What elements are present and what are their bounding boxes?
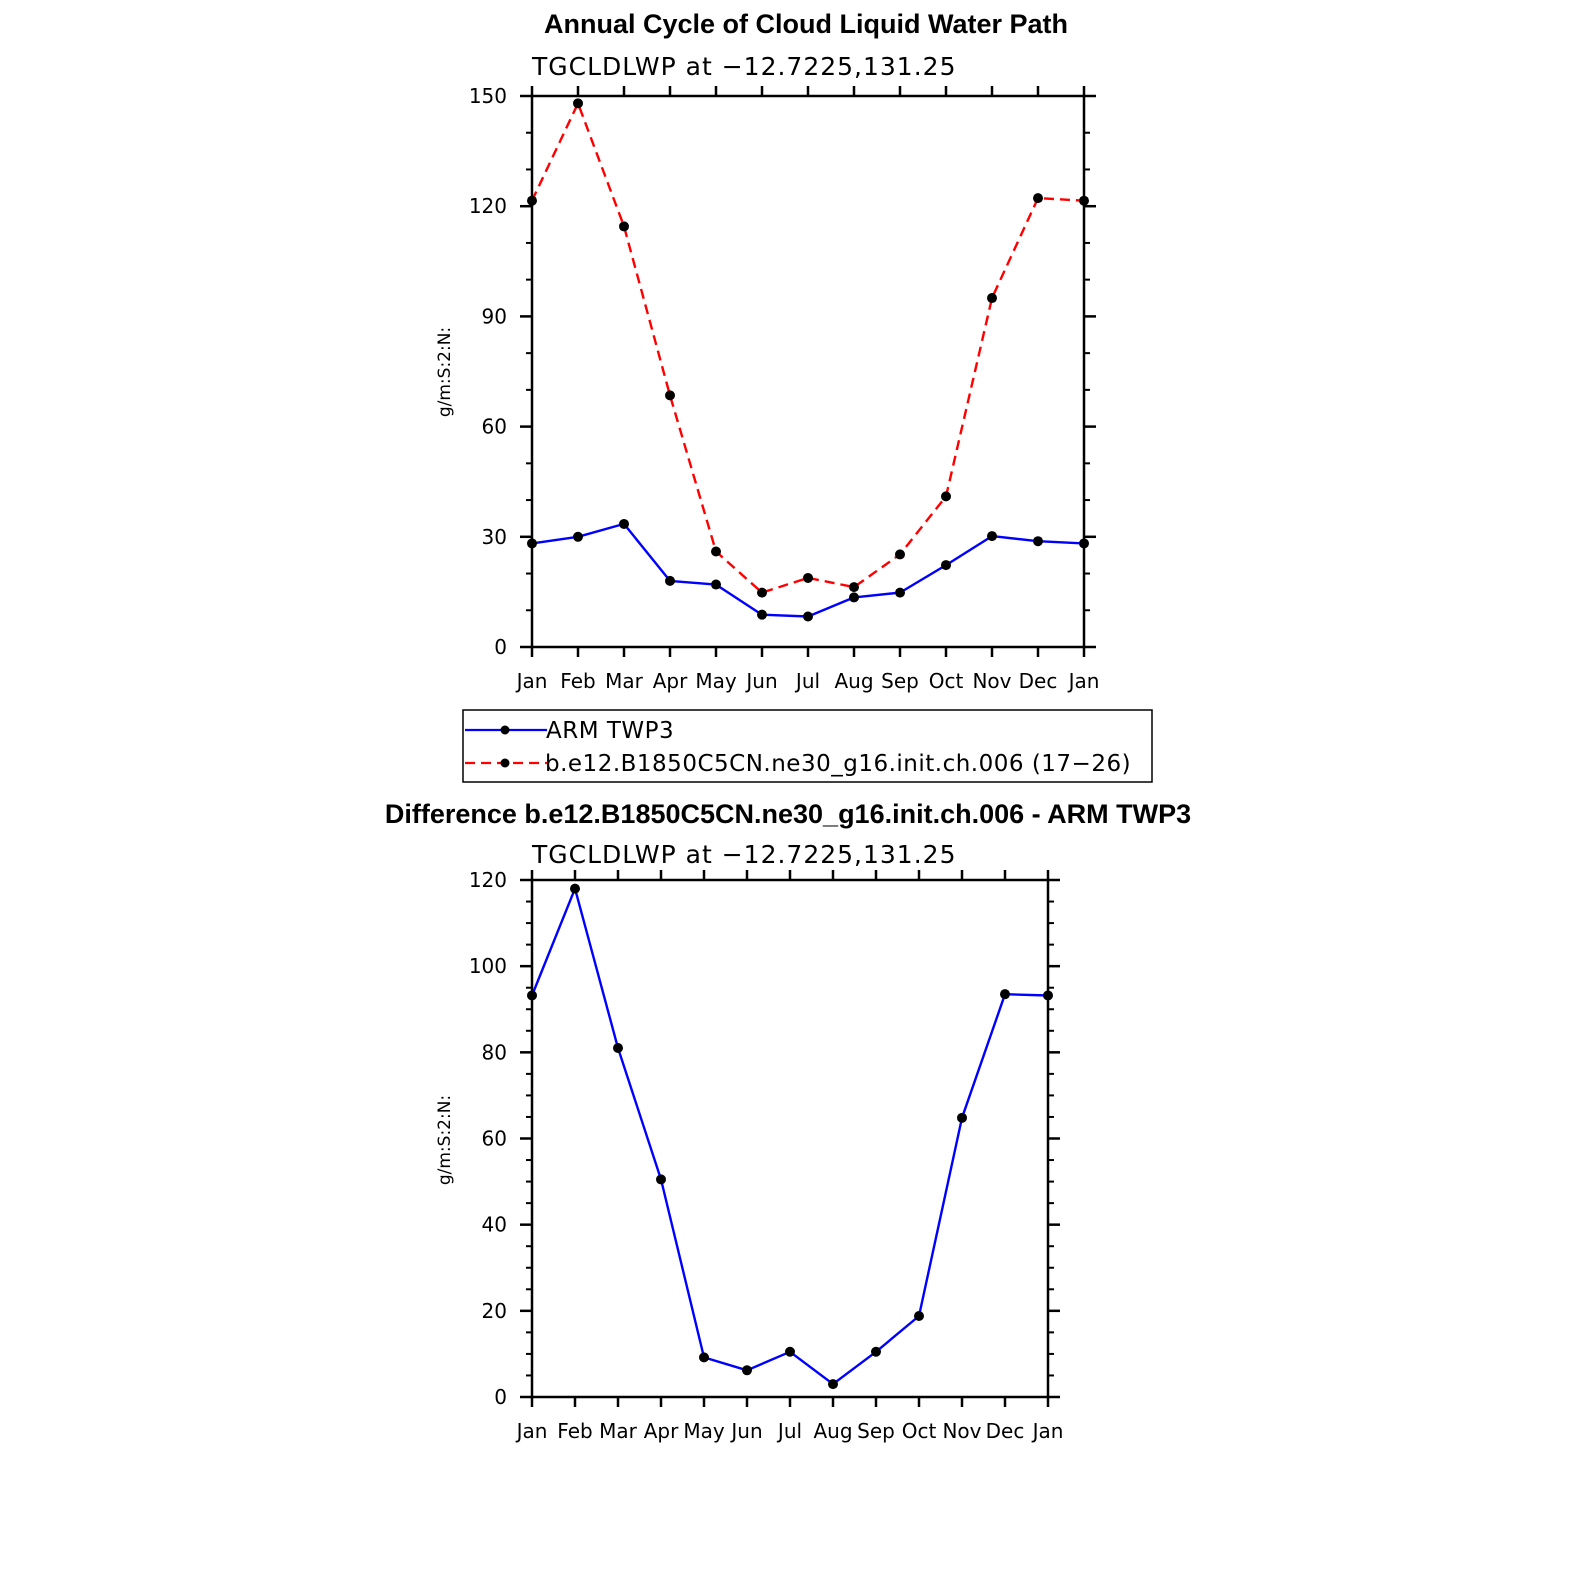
data-point xyxy=(1033,193,1043,203)
legend-marker-model xyxy=(501,759,510,768)
legend xyxy=(463,710,1152,782)
x-tick-label: Jun xyxy=(746,669,778,693)
y-tick-label: 60 xyxy=(481,1126,507,1151)
x-tick-label: Dec xyxy=(1018,669,1058,693)
y-tick-label: 120 xyxy=(468,868,507,892)
plot-frame xyxy=(532,96,1084,647)
data-point xyxy=(1043,990,1053,1000)
x-tick-label: Sep xyxy=(857,1419,895,1443)
chart2-title: Difference b.e12.B1850C5CN.ne30_g16.init.ch.006 - ARM TWP3 xyxy=(384,799,1192,829)
x-tick-label: Oct xyxy=(901,1419,937,1443)
x-tick-label: May xyxy=(683,1419,725,1443)
data-point xyxy=(803,573,813,583)
data-point xyxy=(849,592,859,602)
data-point xyxy=(573,532,583,542)
x-tick-label: Mar xyxy=(599,1419,637,1443)
y-tick-label: 80 xyxy=(481,1040,507,1065)
data-point xyxy=(711,580,721,590)
data-point xyxy=(656,1174,666,1184)
chart1-title: Annual Cycle of Cloud Liquid Water Path xyxy=(543,9,1069,39)
x-tick-label: Feb xyxy=(560,669,596,693)
legend-label-arm: ARM TWP3 xyxy=(546,718,675,744)
data-point xyxy=(871,1347,881,1357)
data-point xyxy=(803,612,813,622)
data-point xyxy=(895,549,905,559)
chart1-axes xyxy=(469,84,1100,693)
y-tick-label: 150 xyxy=(468,84,507,108)
data-point xyxy=(828,1379,838,1389)
x-tick-label: Jul xyxy=(777,1419,803,1443)
x-tick-label: Apr xyxy=(643,1419,679,1443)
x-tick-label: Jul xyxy=(795,669,821,693)
data-point xyxy=(1079,196,1089,206)
x-tick-label: Jan xyxy=(516,669,548,693)
data-point xyxy=(785,1347,795,1357)
annual-cycle-chart xyxy=(435,9,1099,693)
data-point xyxy=(941,491,951,501)
y-tick-label: 90 xyxy=(481,304,507,329)
y-tick-label: 100 xyxy=(468,954,507,979)
chart2-subtitle: TGCLDLWP at −12.7225,131.25 xyxy=(532,840,957,869)
data-point xyxy=(757,610,767,620)
data-point xyxy=(1079,538,1089,548)
plot-frame xyxy=(532,880,1048,1397)
chart2-series xyxy=(527,884,1053,1389)
x-tick-label: Oct xyxy=(928,669,964,693)
x-tick-label: Aug xyxy=(813,1419,853,1443)
difference-chart xyxy=(385,799,1191,1443)
data-point xyxy=(619,519,629,529)
x-tick-label: Nov xyxy=(972,669,1012,693)
x-tick-label: Mar xyxy=(605,669,643,693)
chart1-y-axis-label: g/m:S:2:N: xyxy=(435,326,455,418)
y-tick-label: 30 xyxy=(481,524,507,549)
data-point xyxy=(699,1352,709,1362)
y-tick-label: 20 xyxy=(481,1298,507,1323)
data-point xyxy=(665,576,675,586)
y-tick-label: 120 xyxy=(468,194,507,219)
y-tick-label: 0 xyxy=(494,1385,507,1409)
data-point xyxy=(914,1311,924,1321)
y-tick-label: 40 xyxy=(481,1212,507,1237)
series-line-1 xyxy=(532,103,1084,592)
series-line-0 xyxy=(532,889,1048,1385)
data-point xyxy=(1033,536,1043,546)
data-point xyxy=(527,196,537,206)
data-point xyxy=(665,390,675,400)
series-line-0 xyxy=(532,524,1084,617)
legend-marker-arm xyxy=(501,726,510,735)
data-point xyxy=(957,1113,967,1123)
data-point xyxy=(849,582,859,592)
chart1-series xyxy=(527,98,1089,621)
x-tick-label: Jan xyxy=(1032,1419,1064,1443)
legend-label-model: b.e12.B1850C5CN.ne30_g16.init.ch.006 (17−26) xyxy=(545,751,1132,777)
data-point xyxy=(570,884,580,894)
x-tick-label: Feb xyxy=(557,1419,593,1443)
chart2-axes xyxy=(469,868,1064,1443)
x-tick-label: Jan xyxy=(1068,669,1100,693)
data-point xyxy=(987,293,997,303)
chart2-y-axis-label: g/m:S:2:N: xyxy=(435,1094,455,1186)
x-tick-label: Jan xyxy=(516,1419,548,1443)
data-point xyxy=(613,1043,623,1053)
data-point xyxy=(1000,989,1010,999)
data-point xyxy=(527,990,537,1000)
x-tick-label: Nov xyxy=(942,1419,982,1443)
data-point xyxy=(757,588,767,598)
data-point xyxy=(895,588,905,598)
x-tick-label: Jun xyxy=(731,1419,763,1443)
x-tick-label: May xyxy=(695,669,737,693)
y-tick-label: 0 xyxy=(494,635,507,659)
data-point xyxy=(987,531,997,541)
y-tick-label: 60 xyxy=(481,414,507,439)
chart1-subtitle: TGCLDLWP at −12.7225,131.25 xyxy=(532,52,957,81)
x-tick-label: Dec xyxy=(985,1419,1025,1443)
data-point xyxy=(711,546,721,556)
data-point xyxy=(619,221,629,231)
x-tick-label: Sep xyxy=(881,669,919,693)
x-tick-label: Apr xyxy=(652,669,688,693)
data-point xyxy=(527,538,537,548)
data-point xyxy=(941,560,951,570)
data-point xyxy=(742,1365,752,1375)
data-point xyxy=(573,98,583,108)
x-tick-label: Aug xyxy=(834,669,874,693)
